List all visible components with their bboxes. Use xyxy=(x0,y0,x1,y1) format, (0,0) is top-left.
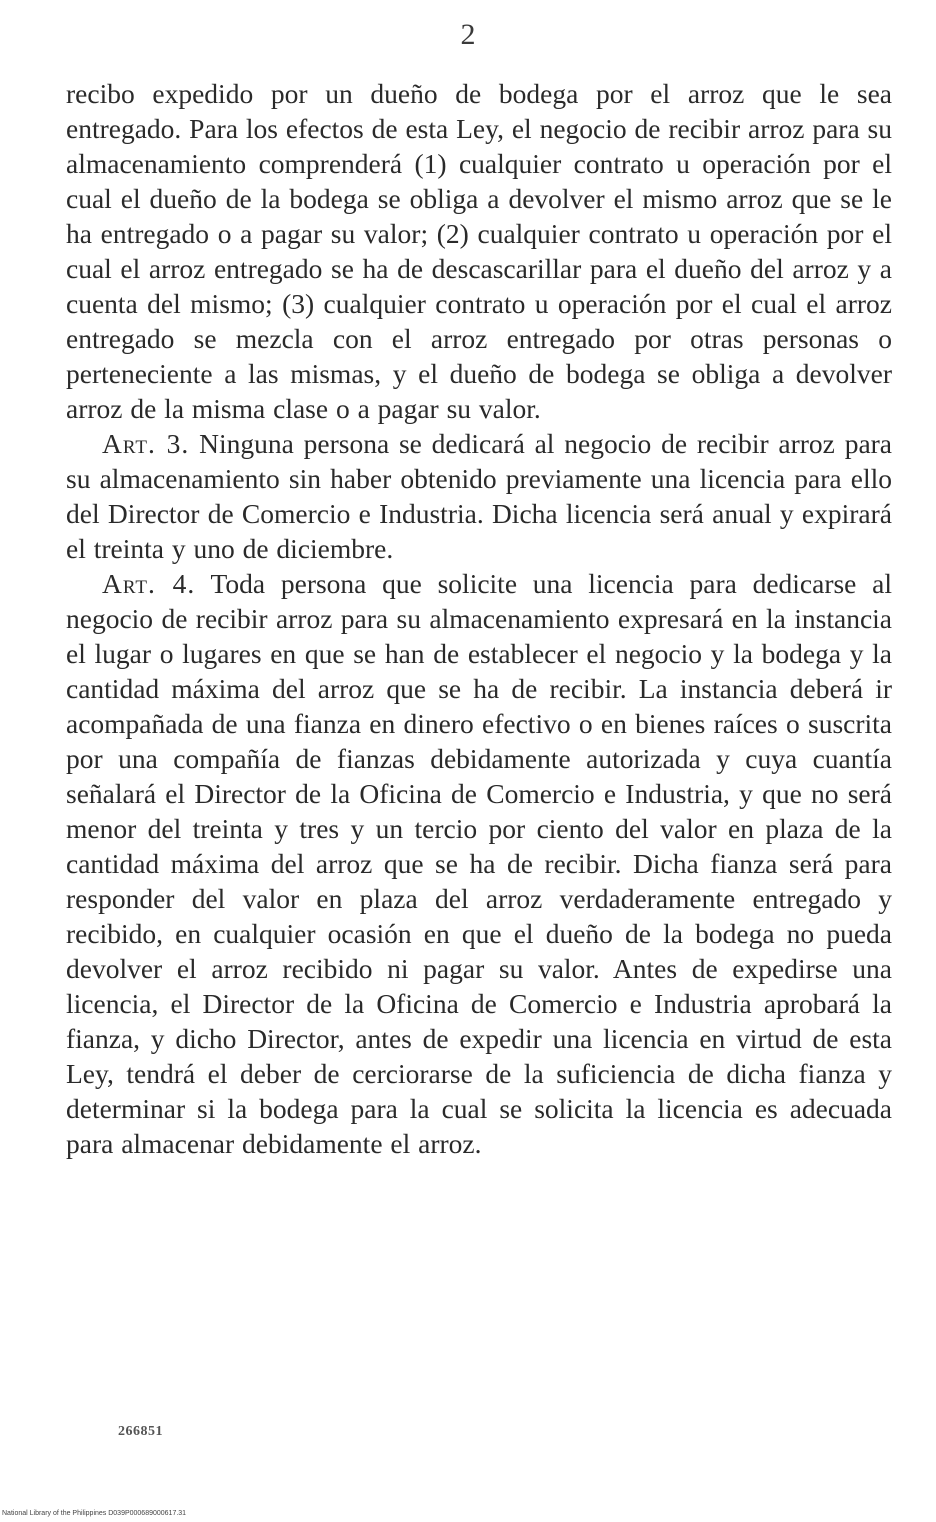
article-label: Art. 4. xyxy=(102,568,196,599)
paragraph-continuation xyxy=(66,76,892,426)
paragraph-article-4 xyxy=(66,566,892,1161)
page-number: 2 xyxy=(460,18,476,51)
paragraph-article-3 xyxy=(66,426,892,566)
footer-credit: National Library of the Philippines D039P000689000617.31 xyxy=(2,1510,187,1517)
paragraph-text: Ninguna persona se dedicará al negocio de recibir arroz para su almacenamiento sin haber obtenido previamente una licencia para ello del Director de Comercio e Industria. Dicha licencia será anual y expirará el treinta y uno de diciembre. xyxy=(66,428,893,564)
paragraph-text: Toda persona que solicite una licencia para dedicarse al negocio de recibir arroz para su almacenamiento expresará en la instancia el lugar o lugares en que se han de establecer el negocio y la bodega y la cantidad máxima del arroz que se ha de recibir. La instancia deberá ir acompañada de una fianza en dinero efectivo o en bienes raíces o suscrita por una compañía de fianzas debidamente autorizada y cuya cuantía señalará el Director de la Oficina de Comercio e Industria, y que no será menor del treinta y tres y un tercio por ciento del valor en plaza de la cantidad máxima del arroz que se ha de recibir. Dicha fianza será para responder del valor en plaza del arroz verdaderamente entregado y recibido, en cualquier ocasión en que el dueño de la bodega no pueda devolver el arroz recibido ni pagar su valor. Antes de expedirse una licencia, el Director de la Oficina de Comercio e Industria aprobará la fianza, y dicho Director, antes de expedir una licencia en virtud de esta Ley, tendrá el deber de cerciorarse de la suficiencia de dicha fianza y determinar si la bodega para la cual se solicita la licencia es adecuada para almacenar debidamente el arroz. xyxy=(66,568,892,1159)
document-body xyxy=(66,76,892,1161)
article-label: Art. 3. xyxy=(102,428,190,459)
print-code: 266851 xyxy=(118,1424,163,1439)
paragraph-text: recibo expedido por un dueño de bodega por el arroz que le sea entregado. Para los efectos de esta Ley, el negocio de recibir arroz para su almacenamiento comprenderá (1) cualquier contrato u operación por el cual el dueño de la bodega se obliga a devolver el mismo arroz que se le ha entregado o a pagar su valor; (2) cualquier contrato u operación por el cual el arroz entregado se ha de descascarillar para el dueño del arroz y a cuenta del mismo; (3) cualquier contrato u operación por el cual el arroz entregado se mezcla con el arroz entregado por otras personas o perteneciente a las mismas, y el dueño de bodega se obliga a devolver arroz de la misma clase o a pagar su valor. xyxy=(66,78,892,424)
